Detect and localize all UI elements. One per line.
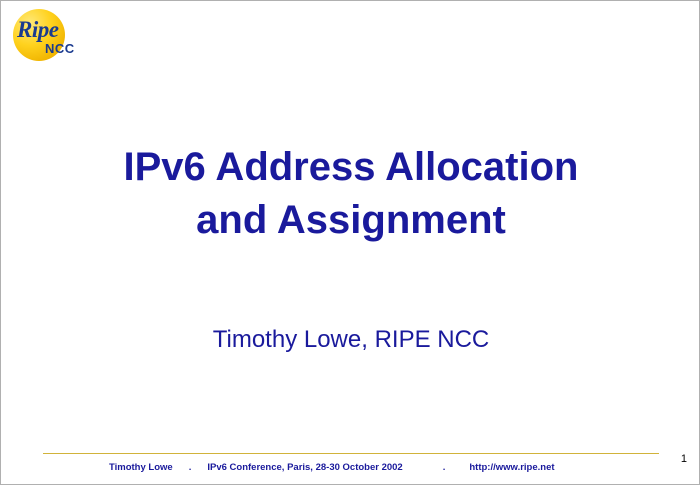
footer-event: IPv6 Conference, Paris, 28-30 October 2002 [207, 461, 403, 473]
slide-title-line-1: IPv6 Address Allocation [123, 145, 579, 189]
ripe-ncc-logo [13, 9, 85, 67]
logo-org-text: NCC [45, 41, 75, 56]
logo-brand-text: Ripe [17, 17, 59, 42]
footer-separator-1: . [188, 461, 192, 473]
slide-footer [43, 459, 659, 475]
slide-title-line-2: and Assignment [196, 197, 506, 242]
footer-url: http://www.ripe.net [469, 461, 555, 473]
slide-subtitle: Timothy Lowe, RIPE NCC [212, 326, 490, 353]
footer-author: Timothy Lowe [109, 461, 173, 473]
page-number: 1 [680, 453, 687, 465]
footer-separator-2: . [442, 461, 446, 473]
slide-title [1, 141, 700, 247]
footer-divider [43, 453, 659, 454]
